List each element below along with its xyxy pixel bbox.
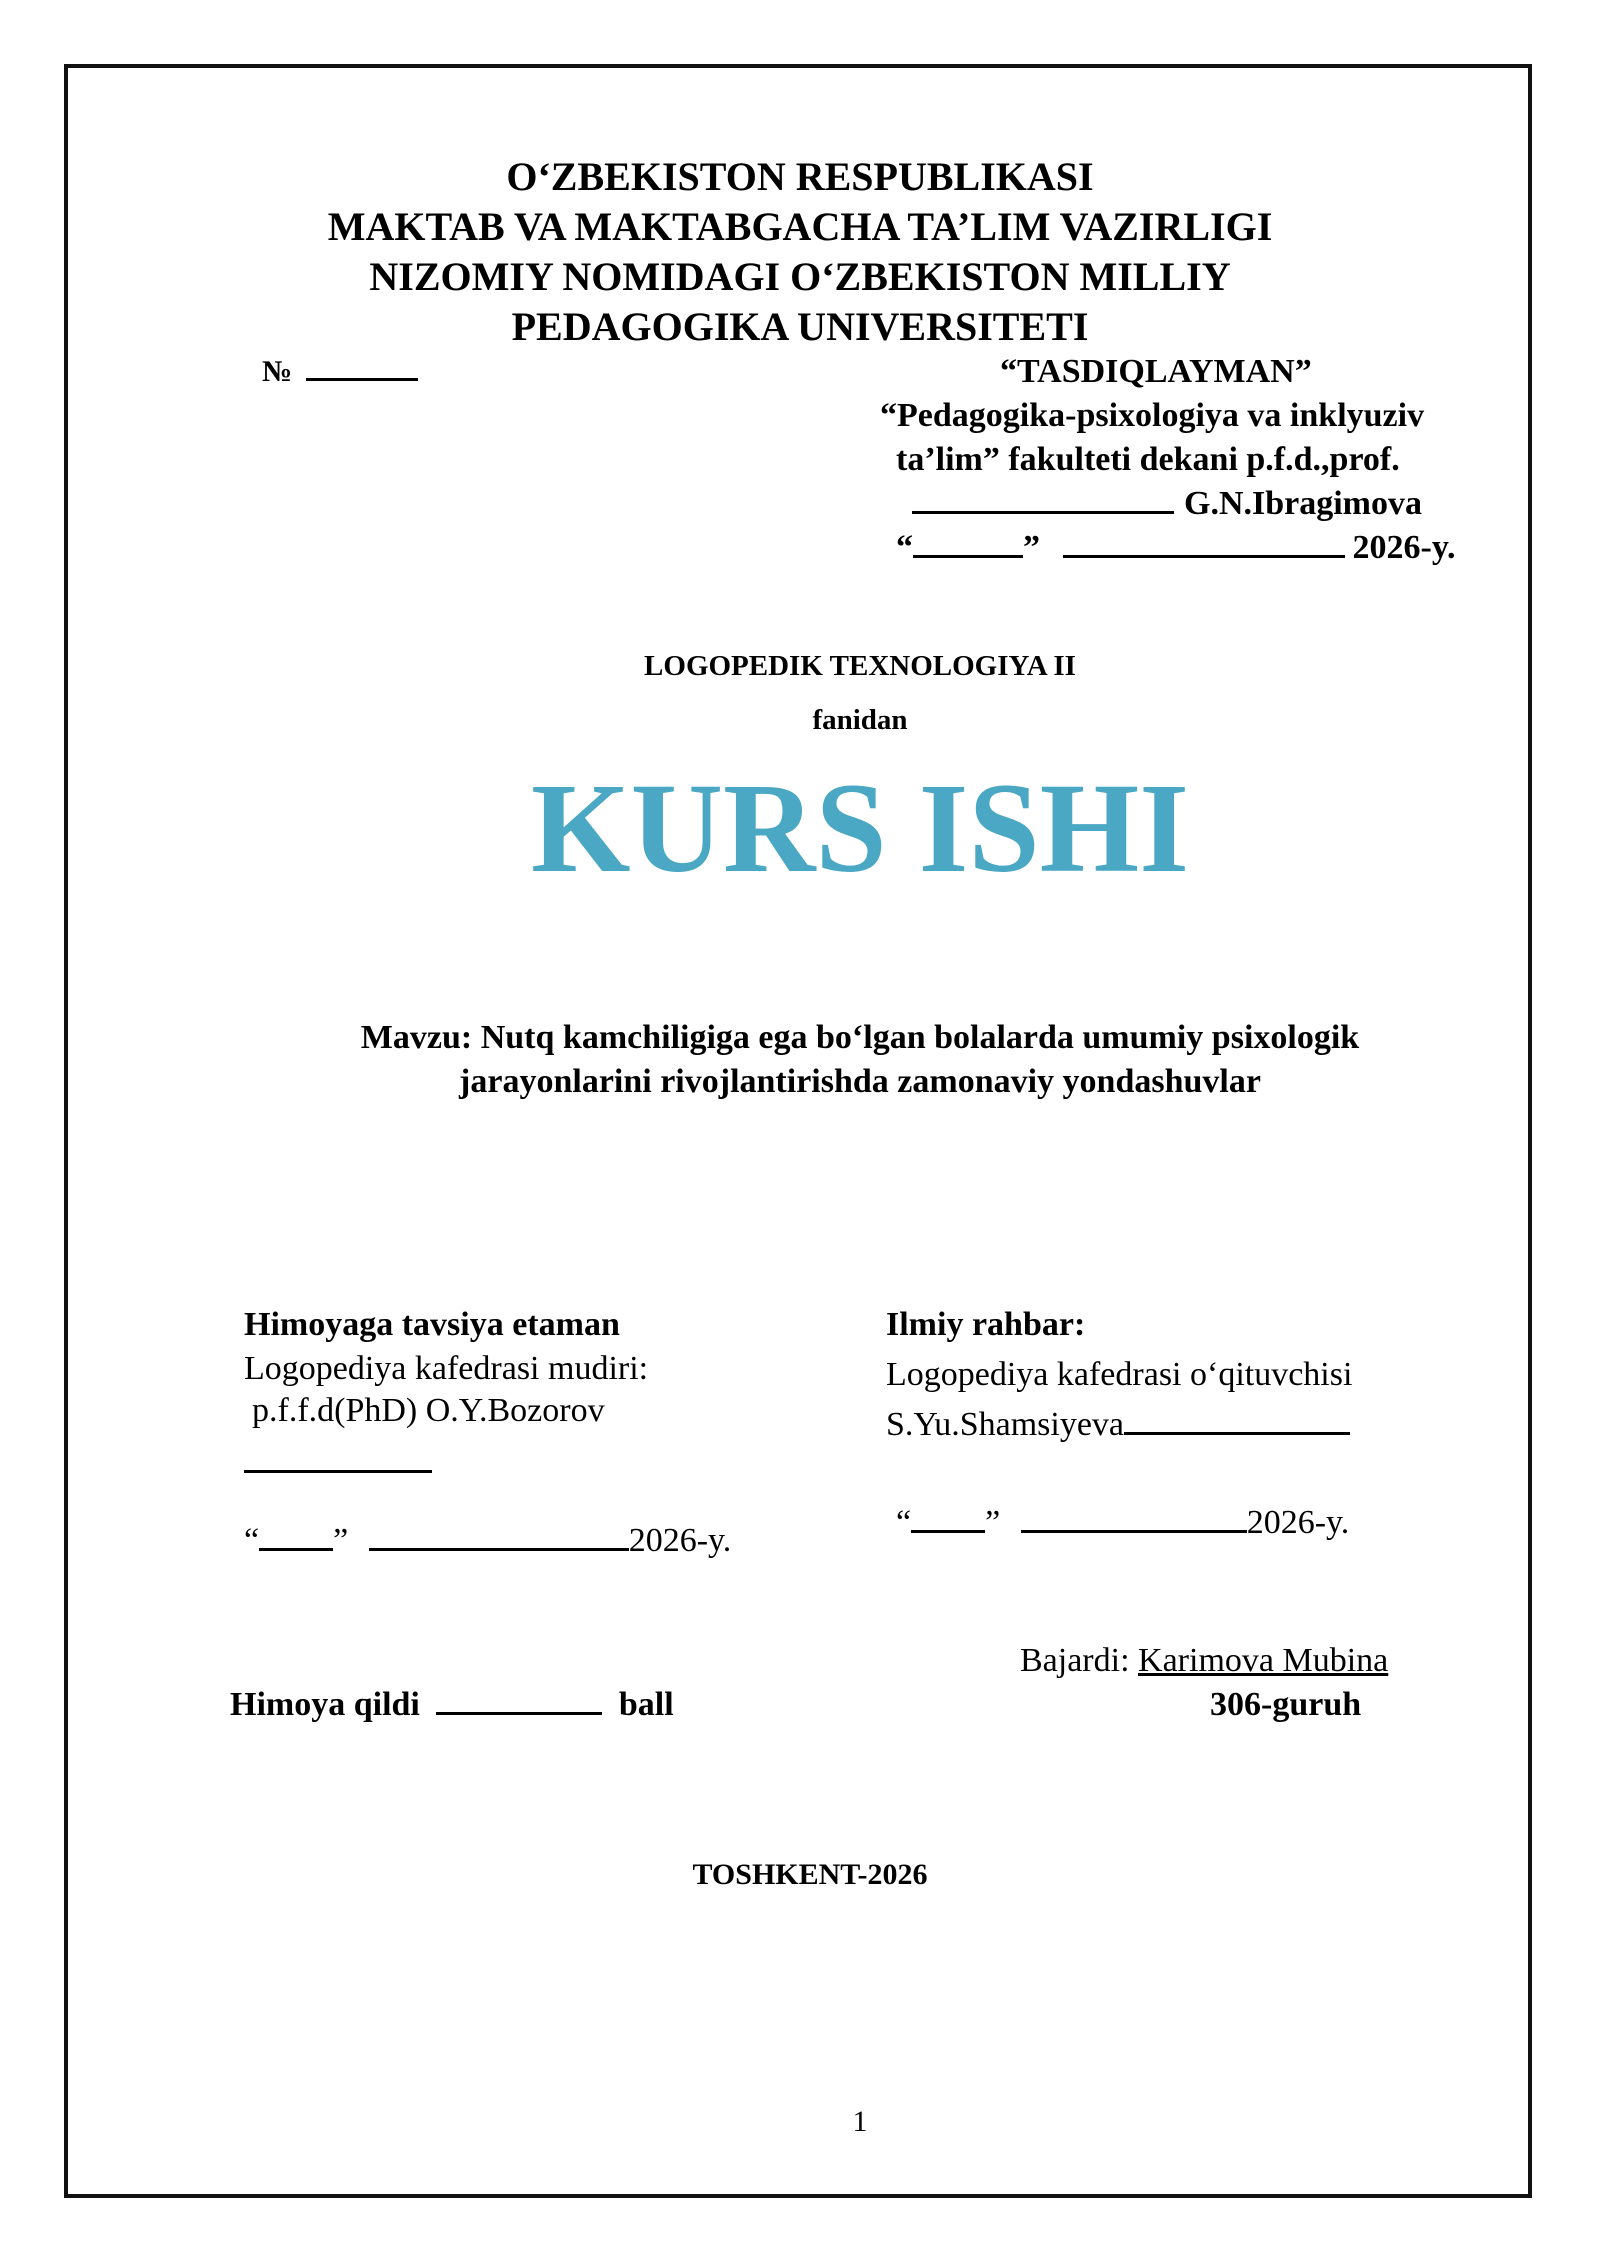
supervisor-date-line: “ ” 2026-y. [896,1504,1350,1541]
recommend-signature-blank [244,1432,432,1473]
recommend-date-line: “ ” 2026-y. [244,1522,732,1559]
recommend-heading: Himoyaga tavsiya etaman [244,1306,620,1343]
topic-line-2: jarayonlarini rivojlantirishda zamonaviy yondashuvlar [459,1063,1261,1100]
performer-group: 306-guruh [1210,1686,1362,1723]
recommend-month-blank [369,1548,629,1551]
performer-line [1020,1640,1388,1682]
supervisor-name-line [886,1404,1350,1446]
city-year: TOSHKENT-2026 [692,1858,928,1891]
subject-suffix: fanidan [812,704,908,736]
topic [0,1016,1600,1104]
supervisor-day-blank [911,1530,985,1533]
institution-header [0,152,1600,352]
header-line-ministry: MAKTAB VA MAKTABGACHA TA’LIM VAZIRLIGI [327,204,1273,249]
performer-name: Karimova Mubina [1138,1642,1389,1679]
score-blank [436,1712,602,1715]
supervisor-year: 2026-y. [1246,1504,1350,1541]
supervisor-heading: Ilmiy rahbar: [886,1306,1086,1343]
supervisor-name: S.Yu.Shamsiyeva [886,1406,1124,1443]
approval-name: G.N.Ibragimova [1184,485,1422,522]
header-line-university-2: PEDAGOGIKA UNIVERSITETI [511,304,1089,349]
recommend-year: 2026-y. [628,1522,732,1559]
performer-label: Bajardi: [1020,1642,1130,1679]
signature-blank [912,511,1174,514]
supervisor-signature-blank [1124,1432,1350,1435]
defense-prefix: Himoya qildi [230,1686,420,1723]
day-blank [913,555,1023,558]
document-number [262,354,418,390]
number-sign: № [262,355,293,388]
header-line-university: NIZOMIY NOMIDAGI O‘ZBEKISTON MILLIY [369,254,1231,299]
defense-line [230,1684,674,1726]
approval-line-1: “Pedagogika-psixologiya va inklyuziv [880,397,1425,434]
page-number: 1 [852,2105,868,2138]
document-title: KURS ISHI [531,757,1189,899]
header-line-republic: O‘ZBEKISTON RESPUBLIKASI [506,154,1094,199]
approval-date-line: “ ” 2026-y. [896,529,1456,566]
approval-line-2: ta’lim” fakulteti dekani p.f.d.,prof. [896,441,1400,478]
recommend-line-2: p.f.f.d(PhD) O.Y.Bozorov [252,1392,605,1429]
approval-signature-line [912,484,1422,524]
approval-year: 2026-y. [1352,529,1456,566]
supervisor-month-blank [1021,1530,1247,1533]
approval-title: “TASDIQLAYMAN” [1000,353,1312,390]
recommend-day-blank [259,1548,333,1551]
topic-line-1: Mavzu: Nutq kamchiligiga ega bo‘lgan bolalarda umumiy psixologik [360,1019,1360,1056]
defense-suffix: ball [618,1686,674,1723]
number-blank [306,378,418,381]
supervisor-line-1: Logopediya kafedrasi o‘qituvchisi [886,1356,1353,1393]
month-blank [1063,555,1345,558]
subject-name: LOGOPEDIK TEXNOLOGIYA II [644,650,1076,682]
recommend-line-1: Logopediya kafedrasi mudiri: [244,1350,649,1387]
